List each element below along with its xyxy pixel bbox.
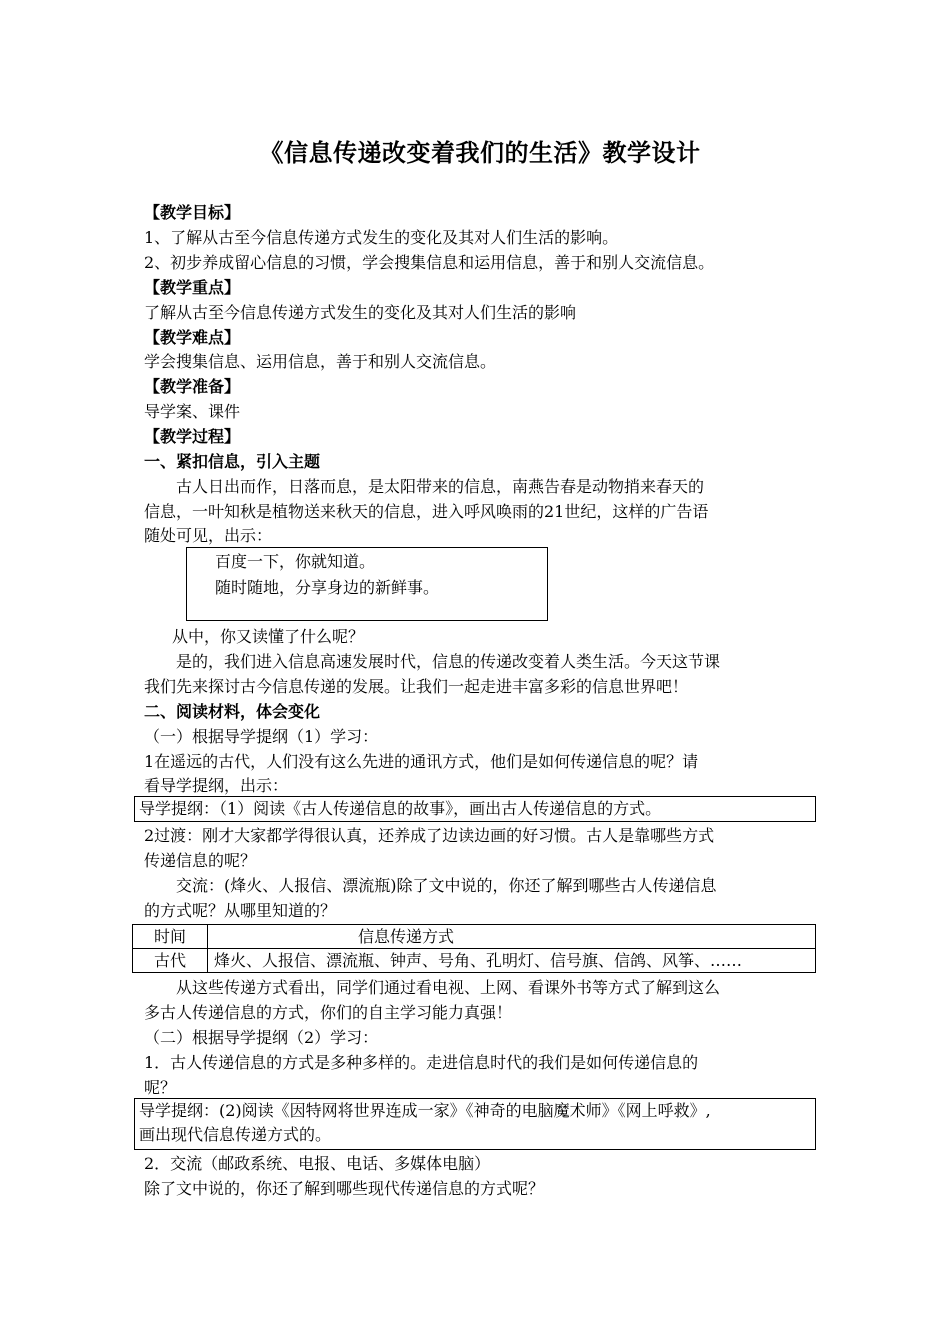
difficult-text: 学会搜集信息、运用信息，善于和别人交流信息。 — [144, 352, 497, 371]
outline-box-1 — [134, 796, 816, 822]
difficult-heading: 【教学难点】 — [144, 328, 241, 347]
page-title: 《信息传递改变着我们的生活》教学设计 — [259, 139, 701, 167]
goals-heading: 【教学目标】 — [144, 203, 241, 222]
part2-transition-line: 传递信息的呢？ — [144, 851, 257, 870]
part1-paragraph-line: 信息，一叶知秋是植物送来秋天的信息，进入呼风唤雨的21世纪，这样的广告语 — [144, 502, 709, 521]
part1-heading: 一、紧扣信息，引入主题 — [144, 452, 321, 471]
table-cell: 烽火、人报信、漂流瓶、钟声、号角、孔明灯、信号旗、信鸽、风筝、…… — [208, 949, 816, 973]
part2-exchange-line: 的方式呢？从哪里知道的？ — [144, 901, 337, 920]
slogan-2: 随时随地，分享身边的新鲜事。 — [215, 578, 440, 597]
table-header-cell: 信息传递方式 — [208, 925, 816, 949]
table-cell: 古代 — [133, 949, 208, 973]
goal-1: 1、了解从古至今信息传递方式发生的变化及其对人们生活的影响。 — [144, 228, 619, 247]
prep-text: 导学案、课件 — [144, 402, 241, 421]
goal-2: 2、初步养成留心信息的习惯，学会搜集信息和运用信息，善于和别人交流信息。 — [144, 253, 715, 272]
part1-question: 从中，你又读懂了什么呢？ — [172, 627, 365, 646]
table-header-cell: 时间 — [133, 925, 208, 949]
part2-transition-line: 2过渡：刚才大家都学得很认真，还养成了边读边画的好习惯。古人是靠哪些方式 — [144, 826, 715, 845]
part2-question-line: 1在遥远的古代，人们没有这么先进的通讯方式，他们是如何传递信息的呢？请 — [144, 752, 699, 771]
table-header-row — [133, 925, 816, 949]
part2-exchange-line: 交流：(烽火、人报信、漂流瓶)除了文中说的，你还了解到哪些古人传递信息 — [176, 876, 717, 895]
part2-sub2: （二）根据导学提纲（2）学习： — [144, 1028, 379, 1047]
slogan-1: 百度一下，你就知道。 — [215, 552, 376, 571]
part1-paragraph-line: 古人日出而作，日落而息，是太阳带来的信息，南燕告春是动物捎来春天的 — [176, 477, 705, 496]
part1-paragraph-line: 我们先来探讨古今信息传递的发展。让我们一起走进丰富多彩的信息世界吧！ — [144, 677, 689, 696]
transmission-table — [132, 924, 816, 973]
prep-heading: 【教学准备】 — [144, 377, 241, 396]
part2-final-question: 除了文中说的，你还了解到哪些现代传递信息的方式呢？ — [144, 1179, 545, 1198]
process-heading: 【教学过程】 — [144, 427, 241, 446]
table-row — [133, 949, 816, 973]
outline-2-line: 画出现代信息传递方式的。 — [139, 1125, 332, 1144]
part2-sub1: （一）根据导学提纲（1）学习： — [144, 727, 379, 746]
part1-paragraph-line: 是的，我们进入信息高速发展时代，信息的传递改变着人类生活。今天这节课 — [176, 652, 721, 671]
part1-paragraph-line: 随处可见，出示： — [144, 526, 273, 545]
outline-1: 导学提纲：（1）阅读《古人传递信息的故事》，画出古人传递信息的方式。 — [139, 799, 662, 818]
part2-paragraph-line: 多古人传递信息的方式，你们的自主学习能力真强！ — [144, 1003, 513, 1022]
part2-exchange-modern: 2．交流（邮政系统、电报、电话、多媒体电脑） — [144, 1154, 491, 1173]
slogan-box — [186, 547, 548, 621]
part2-modern-line: 1．古人传递信息的方式是多种多样的。走进信息时代的我们是如何传递信息的 — [144, 1053, 699, 1072]
part2-modern-line: 呢？ — [144, 1078, 177, 1097]
outline-box-2 — [134, 1098, 816, 1150]
key-heading: 【教学重点】 — [144, 278, 241, 297]
part2-heading: 二、阅读材料，体会变化 — [144, 702, 321, 721]
part2-question-line: 看导学提纲，出示： — [144, 776, 289, 795]
key-text: 了解从古至今信息传递方式发生的变化及其对人们生活的影响 — [144, 303, 577, 322]
outline-2-line: 导学提纲：(2)阅读《因特网将世界连成一家》《神奇的电脑魔术师》《网上呼救》, — [139, 1101, 711, 1120]
part2-paragraph-line: 从这些传递方式看出，同学们通过看电视、上网、看课外书等方式了解到这么 — [176, 978, 721, 997]
